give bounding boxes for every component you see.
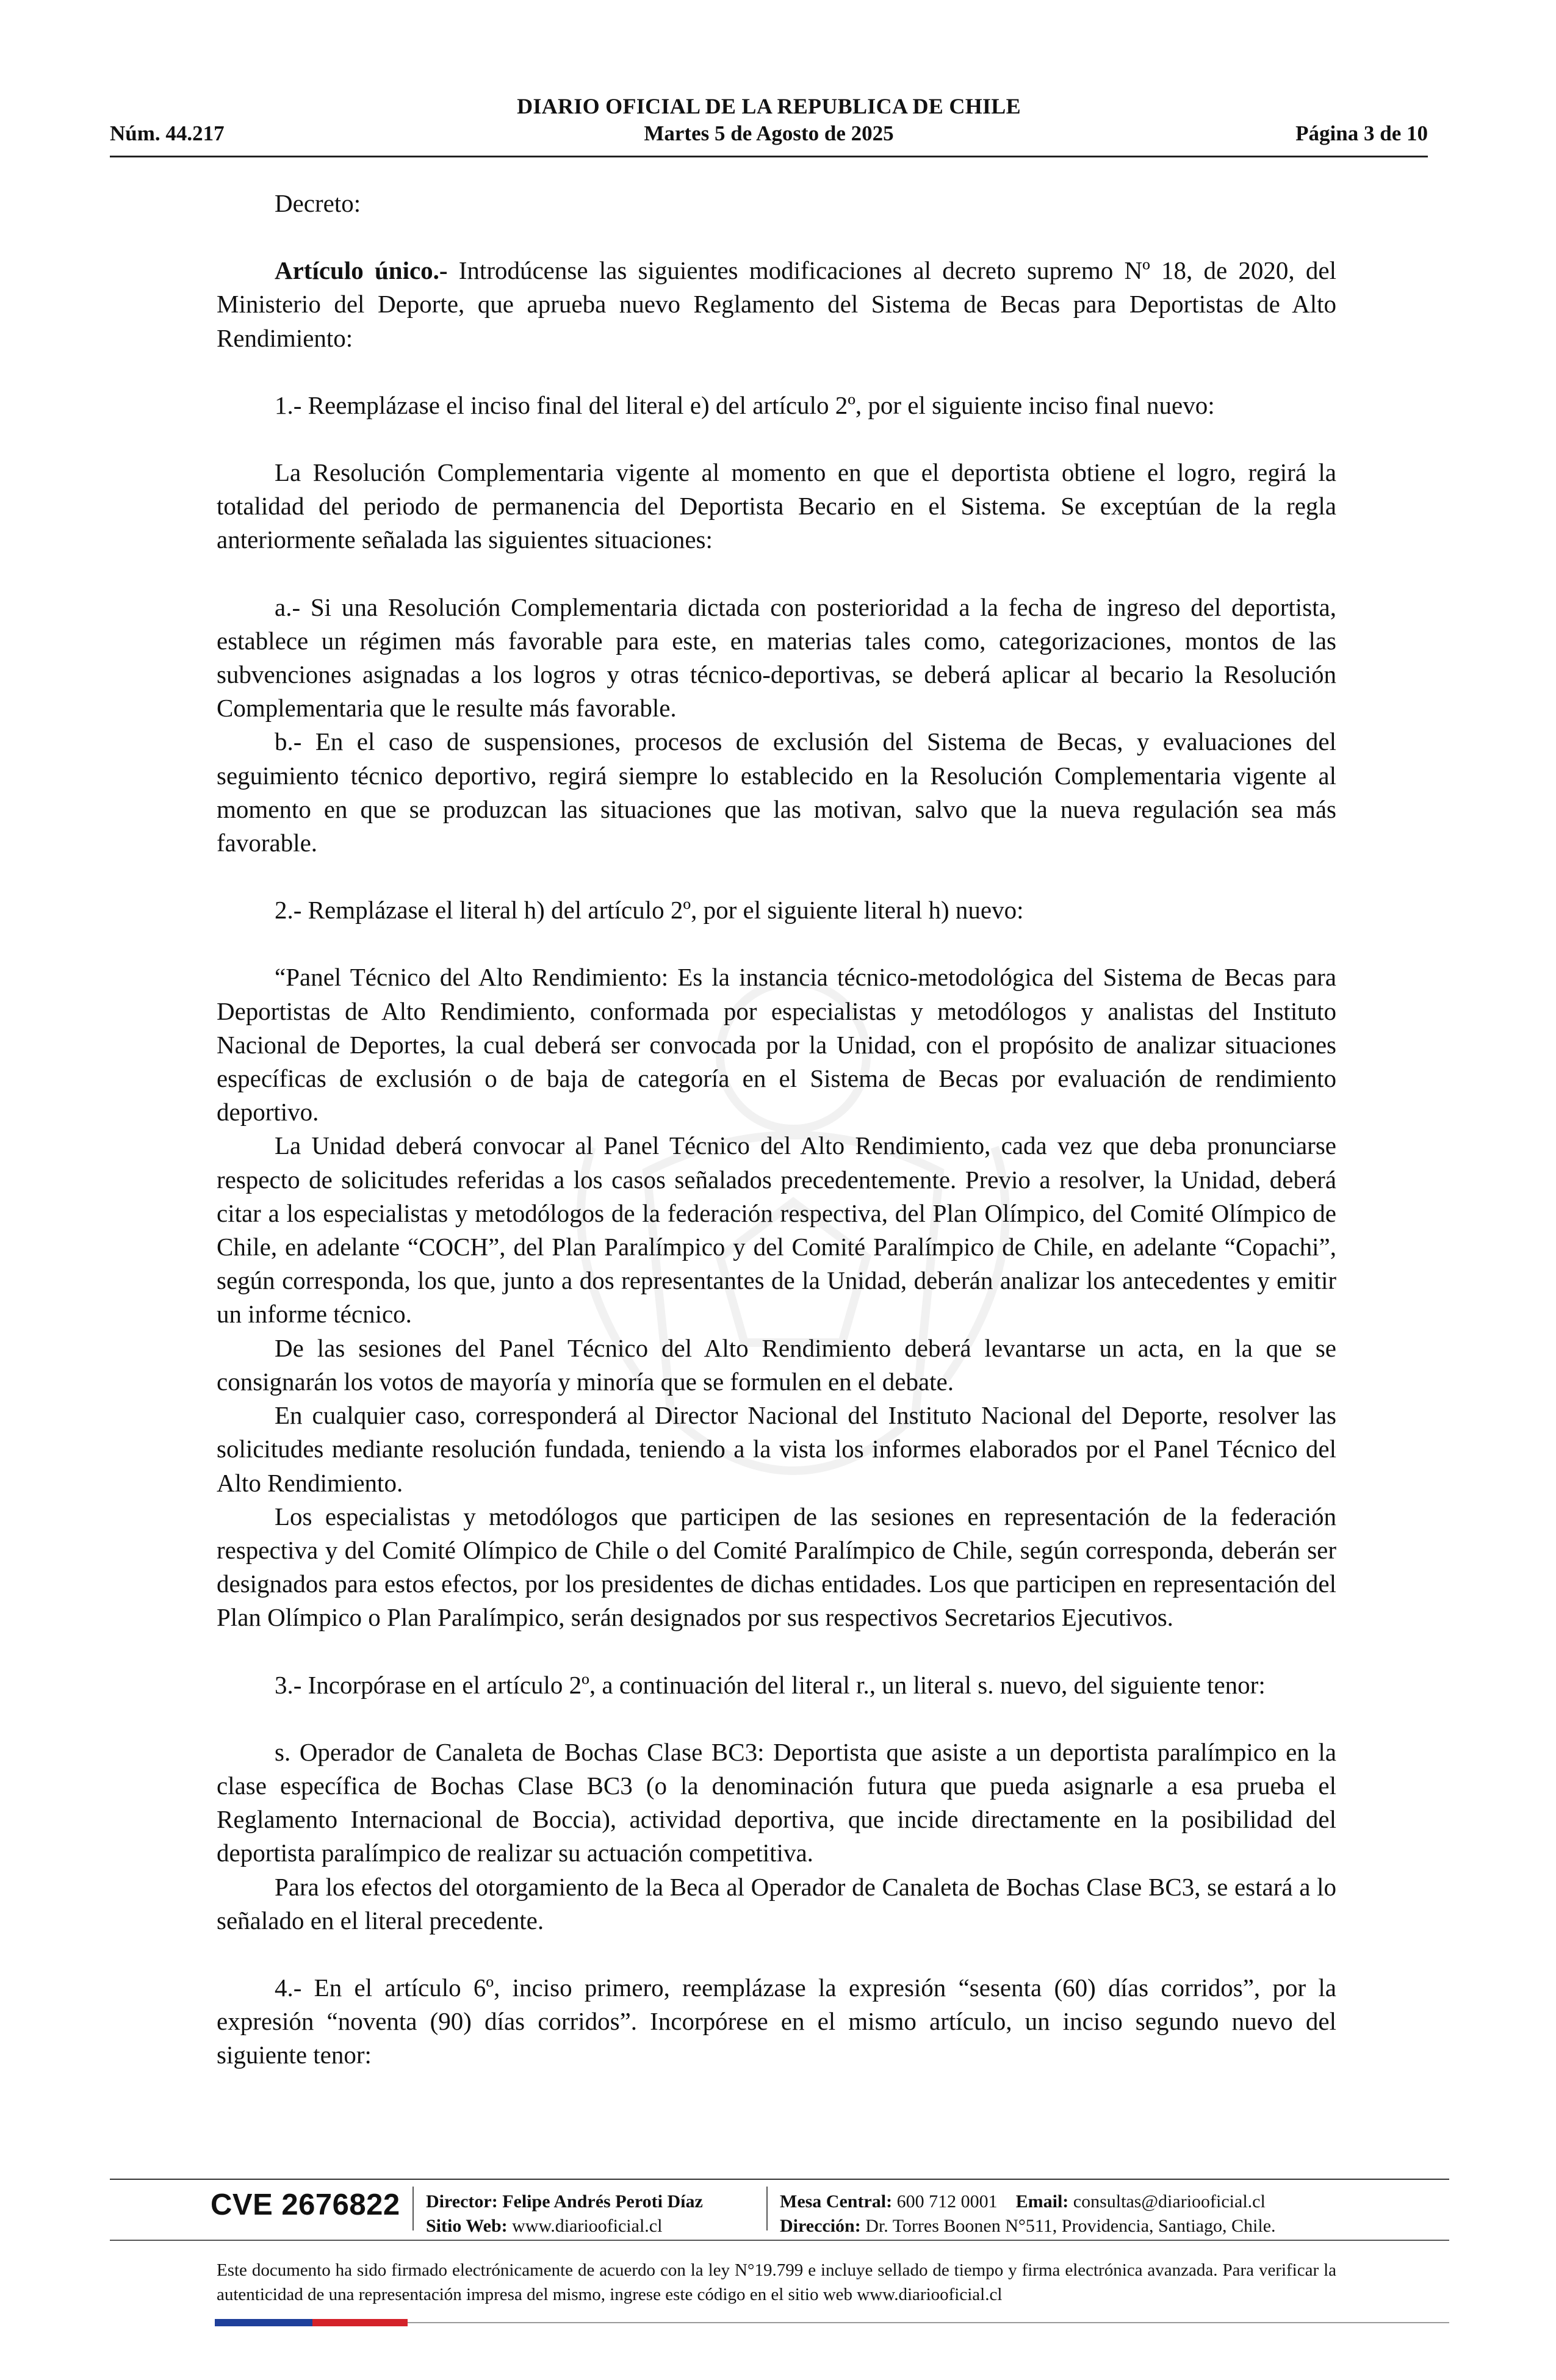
website-label: Sitio Web: [426,2216,508,2236]
director-name: Felipe Andrés Peroti Díaz [502,2191,703,2212]
flag-stripe-red [312,2319,408,2326]
paragraph-13: Para los efectos del otorgamiento de la Beca al Operador de Canaleta de Bochas Clase BC3, se estará a lo señalado en el literal precedente. [217,1872,1336,1935]
decreto-heading: Decreto: [275,189,361,217]
paragraph-8: De las sesiones del Panel Técnico del Alto Rendimiento deberá levantarse un acta, en la que se consignarán los votos de mayoría y minoría que se formulen en el debate. [217,1333,1336,1396]
address-label: Dirección: [780,2216,861,2236]
address-value: Dr. Torres Boonen N°511, Providencia, Santiago, Chile. [865,2216,1276,2236]
issue-date: Martes 5 de Agosto de 2025 [644,121,894,145]
legal-notice: Este documento ha sido firmado electrónicamente de acuerdo con la ley N°19.799 e incluye sellado de tiempo y firma electrónica avanzada. Para verificar la autenticidad de una representación impresa del mismo, ingrese este código en el sitio web www.diariooficial.cl [217,2260,1336,2304]
paragraph-4: b.- En el caso de suspensiones, procesos de exclusión del Sistema de Becas, y evaluaciones del seguimiento técnico deportivo, regirá siempre lo establecido en la Resolución Complementaria vigente al momento en que se produzcan las situaciones que las motivan, salvo que la nueva regulación sea más favorable. [217,727,1336,857]
paragraph-11: 3.- Incorpórase en el artículo 2º, a continuación del literal r., un literal s. nuevo, del siguiente tenor: [275,1670,1266,1699]
flag-stripe-blue [215,2319,312,2326]
paragraph-2: La Resolución Complementaria vigente al momento en que el deportista obtiene el logro, regirá la totalidad del periodo de permanencia del Deportista Becario en el Sistema. Se exceptúan de la regla anteriormente señalada las siguientes situaciones: [217,458,1336,554]
footer-separator [412,2187,414,2230]
footer-contact-block [780,2190,1276,2238]
email-link[interactable]: consultas@diariooficial.cl [1073,2191,1266,2212]
footer-director-block [426,2190,703,2238]
footer-divider-top [110,2179,1449,2180]
newspaper-title: DIARIO OFICIAL DE LA REPUBLICA DE CHILE [517,94,1021,118]
paragraph-12: s. Operador de Canaleta de Bochas Clase BC3: Deportista que asiste a un deportista paralímpico en la clase específica de Bochas Clase BC3 (o la denominación futura que pueda asignarle a esa prueba el Reglamento Internacional de Boccia), actividad deportiva, que incide directamente en la posibilidad del deportista paralímpico de realizar su actuación competitiva. [217,1737,1336,1867]
paragraph-7: La Unidad deberá convocar al Panel Técnico del Alto Rendimiento, cada vez que deba pronunciarse respecto de solicitudes referidas a los casos señalados precedentemente. Previo a resolver, la Unidad, deberá citar a los especialistas y metodólogos de la federación respectiva, del Plan Olímpico, del Comité Olímpico de Chile, en adelante “COCH”, del Plan Paralímpico y del Comité Paralímpico de Chile, en adelante “Copachi”, según corresponda, los que, junto a dos representantes de la Unidad, deberán analizar los antecedentes y emitir un informe técnico. [217,1131,1336,1329]
articulo-unico-label: Artículo único.- [275,256,448,285]
mesa-central-value: 600 712 0001 [896,2191,998,2212]
cve-code: CVE 2676822 [211,2188,400,2221]
website-link[interactable]: www.diariooficial.cl [512,2216,663,2236]
page-indicator: Página 3 de 10 [1295,121,1428,145]
paragraph-5: 2.- Remplázase el literal h) del artículo 2º, por el siguiente literal h) nuevo: [275,896,1024,925]
paragraph-9: En cualquier caso, corresponderá al Director Nacional del Instituto Nacional del Deporte, resolver las solicitudes mediante resolución fundada, teniendo a la vista los informes elaborados por el Panel Técnico del Alto Rendimiento. [217,1401,1336,1497]
paragraph-6: “Panel Técnico del Alto Rendimiento: Es la instancia técnico-metodológica del Sistema de Becas para Deportistas de Alto Rendimiento, conformada por especialistas y metodólogos y analistas del Instituto Nacional de Deportes, la cual deberá ser convocada por la Unidad, con el propósito de analizar situaciones específicas de exclusión o de baja de categoría en el Sistema de Becas por evaluación de rendimiento deportivo. [217,963,1336,1127]
mesa-central-label: Mesa Central: [780,2191,893,2212]
paragraph-14: 4.- En el artículo 6º, inciso primero, reemplázase la expresión “sesenta (60) días corridos”, por la expresión “noventa (90) días corridos”. Incorpórese en el mismo artículo, un inciso segundo nuevo del siguiente tenor: [217,1973,1336,2069]
email-label: Email: [1015,2191,1069,2212]
articulo-unico-paragraph [217,254,1336,355]
issue-number: Núm. 44.217 [110,121,225,145]
paragraph-1: 1.- Reemplázase el inciso final del literal e) del artículo 2º, por el siguiente inciso final nuevo: [275,391,1215,419]
footer-separator [766,2187,768,2230]
director-label: Director: [426,2191,498,2212]
document-body [217,187,1336,2072]
footer-bottom-line [408,2322,1449,2323]
header-row [110,121,1428,150]
footer-divider-mid [110,2240,1449,2241]
header-divider [110,156,1428,157]
articulo-unico-text: Introdúcense las siguientes modificaciones al decreto supremo Nº 18, de 2020, del Ministerio del Deporte, que aprueba nuevo Reglamento del Sistema de Becas para Deportistas de Alto Rendimiento: [217,256,1336,352]
paragraph-3: a.- Si una Resolución Complementaria dictada con posterioridad a la fecha de ingreso del deportista, establece un régimen más favorable para este, en materias tales como, categorizaciones, montos de las subvenciones asignadas a los logros y otras técnico-deportivas, se deberá aplicar al becario la Resolución Complementaria que le resulte más favorable. [217,593,1336,723]
paragraph-10: Los especialistas y metodólogos que participen de las sesiones en representación de la federación respectiva y del Comité Olímpico de Chile o del Comité Paralímpico de Chile, según corresponda, deberán ser designados para estos efectos, por los presidentes de dichas entidades. Los que participen en representación del Plan Olímpico o Plan Paralímpico, serán designados por sus respectivos Secretarios Ejecutivos. [217,1502,1336,1632]
